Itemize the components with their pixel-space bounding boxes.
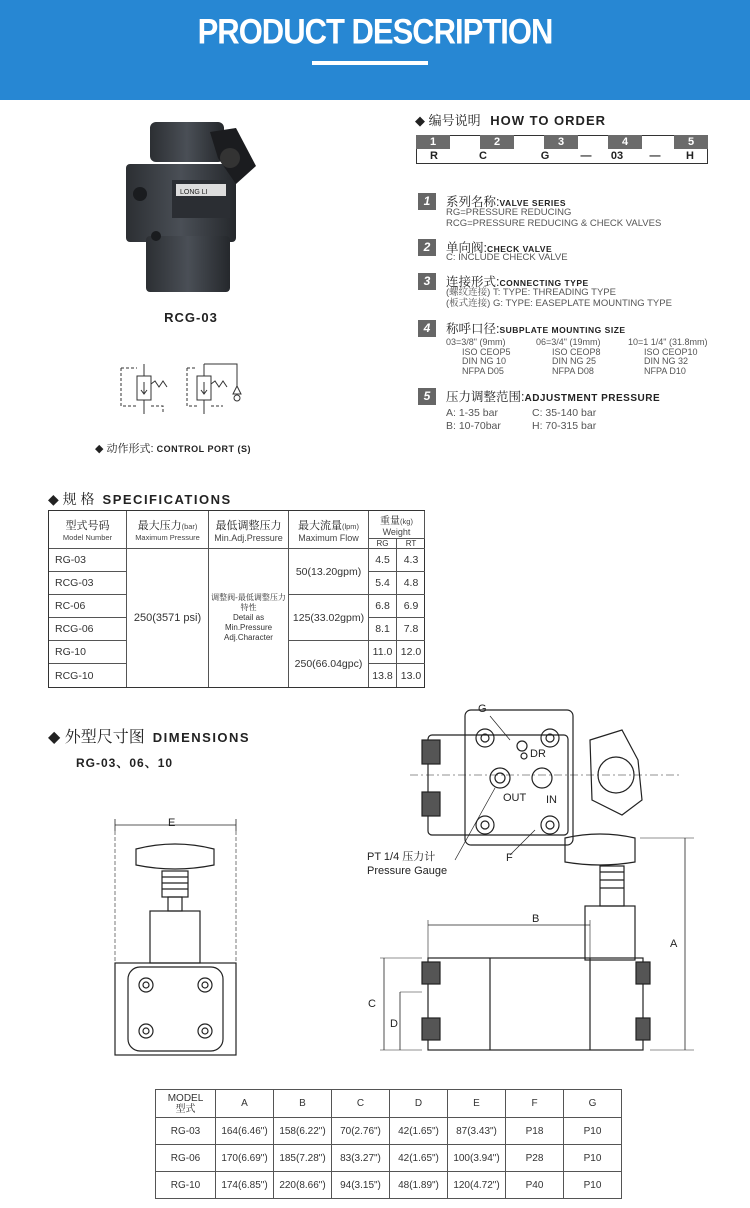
order-number-2: 2 bbox=[480, 135, 514, 149]
table-header: E bbox=[448, 1090, 506, 1118]
header-banner bbox=[0, 0, 750, 100]
step-body bbox=[446, 207, 661, 229]
order-number-3: 3 bbox=[544, 135, 578, 149]
dim-label-out: OUT bbox=[503, 792, 527, 804]
step-number: 3 bbox=[418, 273, 436, 290]
table-cell: 158(6.22") bbox=[274, 1118, 332, 1145]
order-number-4: 4 bbox=[608, 135, 642, 149]
header-model bbox=[49, 511, 127, 549]
table-cell: P10 bbox=[564, 1172, 622, 1199]
header-unit: (kg) bbox=[400, 517, 413, 526]
order-code-c: C bbox=[479, 150, 487, 162]
step-number: 4 bbox=[418, 320, 436, 337]
dim-label-f: F bbox=[506, 852, 513, 864]
header-cn: 最大流量 bbox=[297, 519, 342, 532]
header-model-cn: 型式 bbox=[175, 1103, 196, 1115]
pressure-gauge-label bbox=[367, 850, 447, 878]
dimensions-title-en: DIMENSIONS bbox=[152, 730, 251, 745]
step-title-en: ADJUSTMENT PRESSURE bbox=[524, 393, 661, 404]
dim-label-in: IN bbox=[546, 794, 557, 806]
header-rt: RT bbox=[397, 539, 425, 549]
step-title-cn: 压力调整范围: bbox=[446, 390, 525, 404]
order-code-g: G bbox=[540, 150, 550, 162]
gauge-en: Pressure Gauge bbox=[367, 865, 448, 877]
table-cell: 170(6.69") bbox=[216, 1145, 274, 1172]
flow-cell: 50(13.20gpm) bbox=[289, 549, 369, 595]
table-row bbox=[156, 1145, 622, 1172]
size-line: 06=3/4" (19mm) bbox=[536, 337, 601, 347]
step-title bbox=[446, 319, 626, 337]
size-line: ISO CEOP8 bbox=[552, 346, 601, 357]
step-body bbox=[446, 407, 596, 433]
table-header: F bbox=[506, 1090, 564, 1118]
dim-label-c: C bbox=[368, 998, 376, 1010]
table-header: A bbox=[216, 1090, 274, 1118]
table-cell: 100(3.94") bbox=[448, 1145, 506, 1172]
step-title-en: CHECK VALVE bbox=[486, 244, 553, 254]
table-cell: P10 bbox=[564, 1145, 622, 1172]
gauge-cn: PT 1/4 压力计 bbox=[367, 851, 436, 863]
header-unit: (bar) bbox=[181, 522, 198, 531]
header-en: Weight bbox=[382, 527, 411, 537]
header-cn: 最低调整压力 bbox=[215, 519, 282, 532]
pressure-c: C: 35-140 bar bbox=[532, 407, 597, 419]
step-title-cn: 连接形式: bbox=[446, 275, 500, 289]
page-title: PRODUCT DESCRIPTION bbox=[197, 11, 553, 52]
size-line: 03=3/8" (9mm) bbox=[446, 337, 506, 347]
header-min-pressure bbox=[209, 511, 289, 549]
dimensions-title-cn: ◆ 外型尺寸图 bbox=[48, 729, 145, 746]
table-cell: 42(1.65") bbox=[390, 1145, 448, 1172]
header-en: Maximum Flow bbox=[298, 532, 359, 543]
order-number-blank bbox=[450, 135, 480, 149]
order-number-blank bbox=[514, 135, 544, 149]
step-title-cn: 单向阀: bbox=[446, 241, 487, 255]
table-cell: 70(2.76") bbox=[332, 1118, 390, 1145]
table-cell: 185(7.28") bbox=[274, 1145, 332, 1172]
model-cell: RC-06 bbox=[49, 595, 127, 618]
hydraulic-symbols bbox=[115, 362, 255, 427]
min-pressure-line: Detail as Min.Pressure bbox=[224, 613, 273, 632]
how-to-order-en: HOW TO ORDER bbox=[490, 113, 607, 128]
step-title bbox=[446, 387, 660, 405]
product-photo bbox=[118, 118, 260, 296]
order-code-h: H bbox=[686, 150, 694, 162]
step-title-cn: 称呼口径: bbox=[446, 322, 500, 336]
spec-title-en: SPECIFICATIONS bbox=[102, 492, 232, 507]
table-cell: 94(3.15") bbox=[332, 1172, 390, 1199]
side-view-drawing bbox=[100, 815, 250, 1065]
order-code-03: 03 bbox=[610, 150, 624, 162]
order-code-r: R bbox=[430, 150, 438, 162]
dim-label-e: E bbox=[168, 817, 176, 829]
header-model-en: MODEL bbox=[167, 1092, 204, 1104]
step-line: RG=PRESSURE REDUCING bbox=[446, 207, 572, 218]
size-line: DIN NG 32 bbox=[644, 356, 689, 366]
weight-rg-cell: 4.5 bbox=[369, 549, 397, 572]
step-number: 5 bbox=[418, 388, 436, 405]
weight-rt-cell: 4.8 bbox=[397, 572, 425, 595]
specifications-table bbox=[48, 510, 425, 688]
size-column bbox=[628, 338, 707, 376]
dimensions-table bbox=[155, 1089, 622, 1199]
table-cell: P40 bbox=[506, 1172, 564, 1199]
spec-title-cn: ◆ 规 格 bbox=[48, 491, 95, 507]
size-line: NFPA D10 bbox=[644, 365, 686, 376]
weight-rt-cell: 7.8 bbox=[397, 618, 425, 641]
pressure-h: H: 70-315 bar bbox=[532, 420, 597, 432]
weight-rg-cell: 6.8 bbox=[369, 595, 397, 618]
step-body bbox=[446, 287, 672, 309]
step-line: (板式连接) G: TYPE: EASEPLATE MOUNTING TYPE bbox=[446, 298, 672, 309]
table-cell: 174(6.85") bbox=[216, 1172, 274, 1199]
table-header: D bbox=[390, 1090, 448, 1118]
header-weight bbox=[369, 511, 425, 539]
how-to-order-cn: ◆ 编号说明 bbox=[415, 113, 481, 128]
header-cn: 重量 bbox=[380, 516, 401, 527]
step-line: C: INCLUDE CHECK VALVE bbox=[446, 252, 568, 263]
title-underline bbox=[312, 61, 428, 65]
size-line: ISO CEOP10 bbox=[644, 346, 698, 357]
min-pressure-line: 调整阀-最低调整压力特性 bbox=[211, 593, 286, 612]
control-port-label bbox=[95, 440, 251, 456]
how-to-order-heading bbox=[415, 110, 606, 129]
order-number-1: 1 bbox=[416, 135, 450, 149]
table-row bbox=[156, 1172, 622, 1199]
step-line: RCG=PRESSURE REDUCING & CHECK VALVES bbox=[446, 218, 662, 229]
step-body bbox=[446, 252, 568, 263]
order-number-blank bbox=[578, 135, 608, 149]
min-pressure-line: Adj.Character bbox=[224, 633, 273, 642]
control-port-cn: ◆ 动作形式: bbox=[95, 443, 154, 455]
order-code-grid bbox=[416, 135, 708, 165]
dimensions-heading bbox=[48, 724, 250, 747]
dim-label-g: G bbox=[478, 703, 487, 715]
step-line: (螺纹连接) T: TYPE: THREADING TYPE bbox=[446, 287, 616, 298]
dim-label-d: D bbox=[390, 1018, 398, 1030]
weight-rt-cell: 12.0 bbox=[397, 641, 425, 664]
pressure-b: B: 10-70bar bbox=[446, 420, 501, 432]
weight-rg-cell: 13.8 bbox=[369, 664, 397, 687]
max-pressure-cell: 250(3571 psi) bbox=[127, 549, 209, 687]
weight-rg-cell: 11.0 bbox=[369, 641, 397, 664]
header-max-flow bbox=[289, 511, 369, 549]
table-header-model bbox=[156, 1090, 216, 1118]
control-port-en: CONTROL PORT (S) bbox=[156, 444, 251, 454]
step-title-en: CONNECTING TYPE bbox=[499, 278, 589, 288]
table-cell: RG-10 bbox=[156, 1172, 216, 1199]
table-cell: RG-06 bbox=[156, 1145, 216, 1172]
size-line: 10=1 1/4" (31.8mm) bbox=[628, 337, 708, 347]
table-cell: 120(4.72") bbox=[448, 1172, 506, 1199]
header-en: Maximum Pressure bbox=[135, 533, 200, 542]
weight-rg-cell: 5.4 bbox=[369, 572, 397, 595]
step-title-cn: 系列名称: bbox=[446, 195, 500, 209]
model-cell: RCG-03 bbox=[49, 572, 127, 595]
size-line: DIN NG 25 bbox=[552, 356, 597, 366]
table-header: G bbox=[564, 1090, 622, 1118]
header-rg: RG bbox=[369, 539, 397, 549]
table-header: C bbox=[332, 1090, 390, 1118]
table-cell: P10 bbox=[564, 1118, 622, 1145]
step-number: 2 bbox=[418, 239, 436, 256]
header-max-pressure bbox=[127, 511, 209, 549]
size-line: NFPA D08 bbox=[552, 365, 594, 376]
weight-rt-cell: 4.3 bbox=[397, 549, 425, 572]
step-title-en: SUBPLATE MOUNTING SIZE bbox=[499, 325, 626, 335]
header-en: Model Number bbox=[62, 533, 113, 542]
flow-cell: 125(33.02gpm) bbox=[289, 595, 369, 641]
weight-rt-cell: 6.9 bbox=[397, 595, 425, 618]
header-cn: 最大压力 bbox=[137, 520, 182, 532]
dimensions-subtitle: RG-03、06、10 bbox=[76, 756, 174, 770]
table-cell: P28 bbox=[506, 1145, 564, 1172]
product-caption: RCG-03 bbox=[164, 310, 218, 325]
table-cell: 220(8.66") bbox=[274, 1172, 332, 1199]
model-cell: RCG-10 bbox=[49, 664, 127, 687]
top-front-drawing bbox=[360, 700, 700, 1075]
size-column bbox=[446, 338, 511, 376]
min-pressure-cell bbox=[209, 549, 289, 687]
flow-cell: 250(66.04gpc) bbox=[289, 641, 369, 687]
header-cn: 型式号码 bbox=[65, 520, 110, 532]
table-cell: RG-03 bbox=[156, 1118, 216, 1145]
dim-label-dr: DR bbox=[530, 748, 546, 760]
table-header: B bbox=[274, 1090, 332, 1118]
table-cell: 164(6.46") bbox=[216, 1118, 274, 1145]
order-code-dash: — bbox=[580, 150, 592, 162]
size-line: DIN NG 10 bbox=[462, 356, 507, 366]
header-unit: (lpm) bbox=[341, 521, 360, 531]
size-line: NFPA D05 bbox=[462, 365, 504, 376]
plate-brand: LONG LI bbox=[180, 189, 208, 196]
model-cell: RCG-06 bbox=[49, 618, 127, 641]
table-cell: 48(1.89") bbox=[390, 1172, 448, 1199]
specifications-heading bbox=[48, 489, 232, 509]
table-cell: 87(3.43") bbox=[448, 1118, 506, 1145]
weight-rg-cell: 8.1 bbox=[369, 618, 397, 641]
order-number-5: 5 bbox=[674, 135, 708, 149]
table-row bbox=[156, 1118, 622, 1145]
model-cell: RG-03 bbox=[49, 549, 127, 572]
order-number-blank bbox=[642, 135, 674, 149]
dim-label-a: A bbox=[670, 938, 678, 950]
order-code-dash: — bbox=[649, 150, 661, 162]
size-line: ISO CEOP5 bbox=[462, 346, 511, 357]
model-cell: RG-10 bbox=[49, 641, 127, 664]
header-en: Min.Adj.Pressure bbox=[214, 532, 283, 543]
table-cell: P18 bbox=[506, 1118, 564, 1145]
size-column bbox=[536, 338, 601, 376]
step-number: 1 bbox=[418, 193, 436, 210]
table-cell: 83(3.27") bbox=[332, 1145, 390, 1172]
weight-rt-cell: 13.0 bbox=[400, 669, 422, 682]
dim-label-b: B bbox=[532, 913, 540, 925]
pressure-a: A: 1-35 bar bbox=[446, 407, 498, 419]
step-title-en: VALVE SERIES bbox=[499, 198, 567, 208]
table-cell: 42(1.65") bbox=[390, 1118, 448, 1145]
